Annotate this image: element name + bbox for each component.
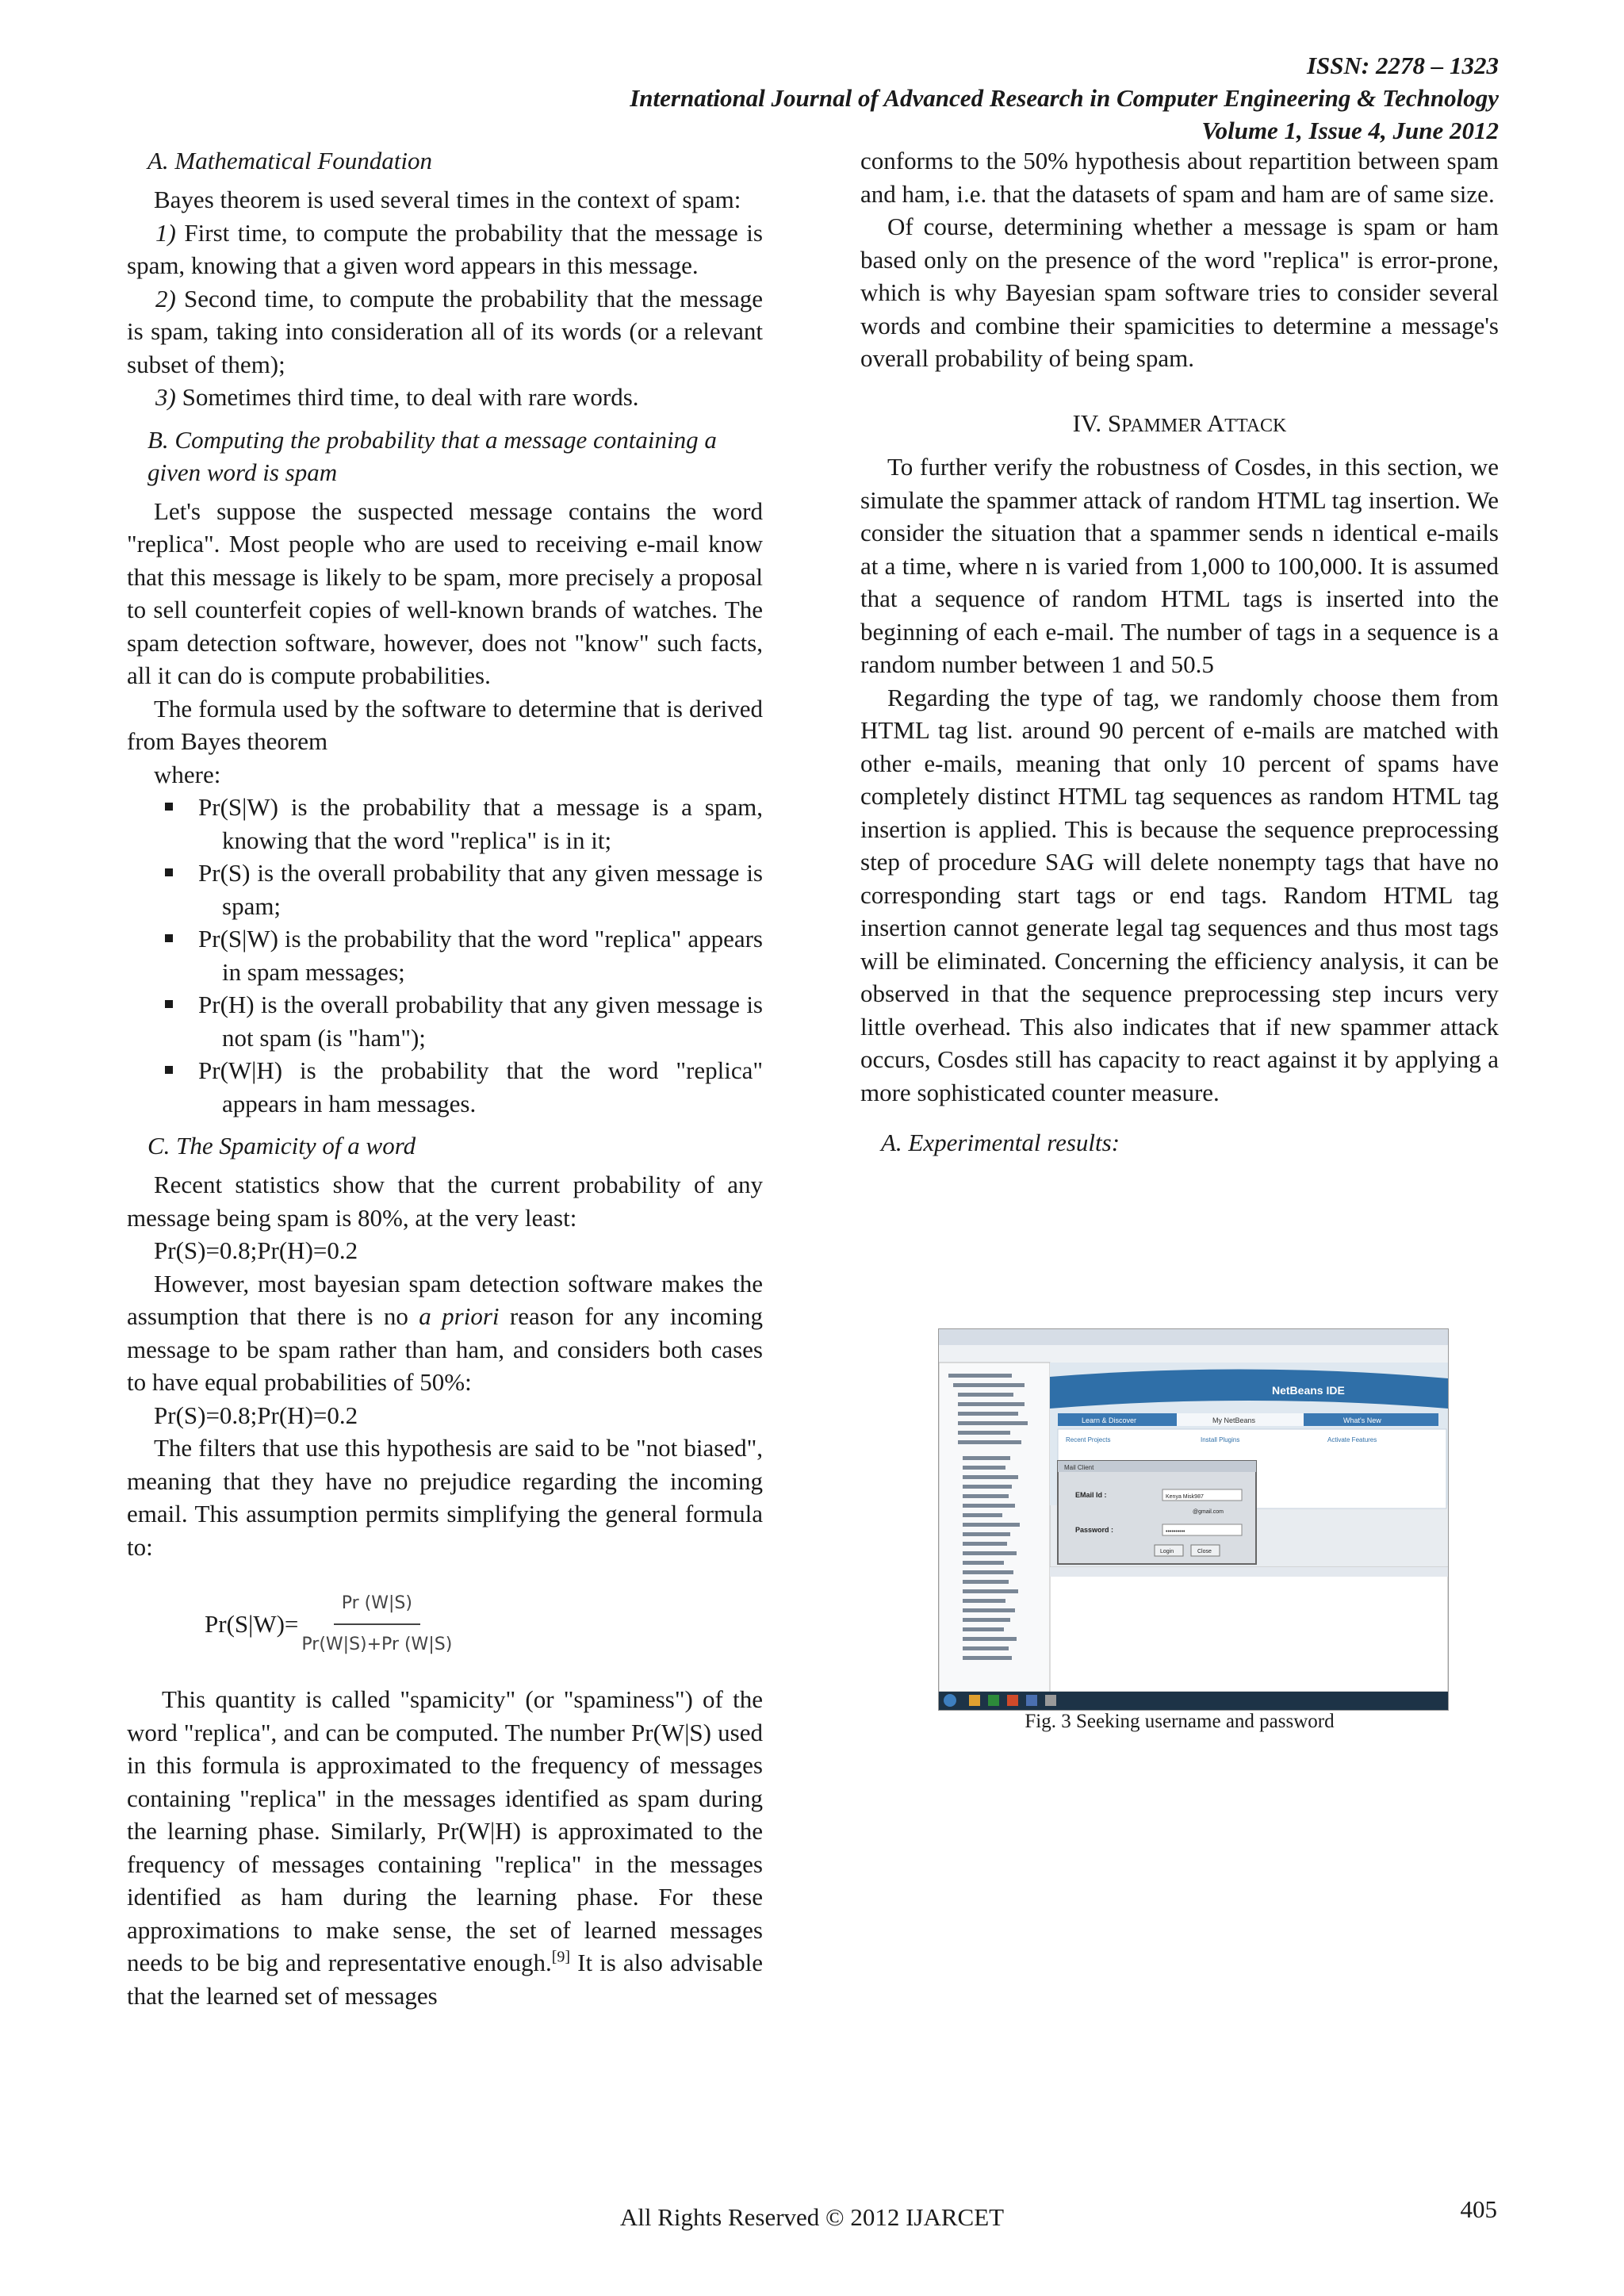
section-c-paragraph-2: However, most bayesian spam detection software makes the assumption that there is no a priori reason for any incoming message to be spam rather than ham, and considers both cases to have equal probabilities of 50%: — [127, 1269, 763, 1396]
formula-denominator: Pr(W|S)+Pr (W|S) — [301, 1634, 453, 1654]
svg-text:Activate Features: Activate Features — [1327, 1436, 1377, 1443]
list-item: 3) Sometimes third time, to deal with rare words. — [155, 383, 639, 411]
equation-1: Pr(S)=0.8;Pr(H)=0.2 — [154, 1236, 358, 1264]
list-item: Pr(W|H) is the probability that the word "replica" appears in ham messages. — [198, 1054, 763, 1120]
section-c-paragraph-1: Recent statistics show that the current probability of any message being spam is 80%, at the very least: — [127, 1171, 763, 1232]
section-4-paragraph-2: Regarding the type of tag, we randomly choose them from HTML tag list. around 90 percent of e-mails are matched with other e-mails, meaning that only 10 percent of spams have completely distinct HTML tag sequences as random HTML tag insertion is applied. This is because the sequence preprocessing step of procedure SAG will delete nonempty tags that have no corresponding start tags or end tags. Random HTML tag insertion cannot generate legal tag sequences and thus most tags will be eliminated. Concerning the efficiency analysis, it can be observed in that the sequence preprocessing step incurs very little overhead. This also indicates that if new spammer attack occurs, Cosdes still has capacity to react against it by applying a more sophisticated counter measure. — [860, 683, 1499, 1106]
formula-lhs: Pr(S|W)= — [205, 1609, 299, 1638]
formula-numerator: Pr (W|S) — [334, 1587, 420, 1625]
volume-info: Volume 1, Issue 4, June 2012 — [1201, 117, 1499, 144]
definition-list — [127, 791, 763, 1120]
journal-header — [630, 49, 1499, 147]
section-a-list — [127, 217, 763, 414]
svg-text:••••••••••: •••••••••• — [1166, 1529, 1185, 1535]
formula-fraction — [301, 1587, 452, 1661]
svg-text:Login: Login — [1160, 1549, 1174, 1554]
svg-text:Password :: Password : — [1075, 1526, 1114, 1534]
section-c-title: C. The Spamicity of a word — [147, 1132, 416, 1159]
svg-text:Learn & Discover: Learn & Discover — [1082, 1416, 1137, 1424]
experimental-results-title: A. Experimental results: — [881, 1129, 1120, 1156]
where-label: where: — [154, 760, 221, 788]
right-column — [860, 144, 1499, 1165]
svg-text:@gmail.com: @gmail.com — [1193, 1509, 1224, 1515]
svg-text:My NetBeans: My NetBeans — [1212, 1416, 1256, 1424]
svg-text:What's New: What's New — [1343, 1416, 1381, 1424]
citation: [9] — [551, 1948, 571, 1966]
section-b-paragraph-2: The formula used by the software to determine that is derived from Bayes theorem — [127, 694, 763, 755]
left-column — [127, 144, 763, 2012]
section-c-paragraph-4: This quantity is called "spamicity" (or "spaminess") of the word "replica", and can be computed. The number Pr(W|S) used in this formula is approximated to the frequency of messages containing "replica" in the messages identified as spam during the learning phase. Similarly, Pr(W|H) is approximated to the frequency of messages containing "replica" in the messages identified as ham during the learning phase. For these approximations to make sense, the set of learned messages needs to be big and representative enough.[9] It is also advisable that the learned set of messages — [127, 1685, 763, 2010]
section-4-paragraph-1: To further verify the robustness of Cosdes, in this section, we simulate the spammer attack of random HTML tag insertion. We consider the situation that a spammer sends n identical e-mails at a time, where n is varied from 1,000 to 100,000. It is assumed that a sequence of random HTML tags is inserted into the beginning of each e-mail. The number of tags in a sequence is a random number between 1 and 50.5 — [860, 453, 1499, 678]
list-item: Pr(H) is the overall probability that any given message is not spam (is "ham"); — [198, 988, 763, 1054]
section-4-title: IV. SPAMMER ATTACK — [1072, 408, 1287, 437]
page-number: 405 — [1460, 2195, 1497, 2223]
list-item: 1) First time, to compute the probability that the message is spam, knowing that a given word appears in this message. — [127, 218, 763, 279]
spamicity-formula — [205, 1587, 763, 1661]
svg-text:Mail Client: Mail Client — [1064, 1464, 1094, 1471]
section-a-title: A. Mathematical Foundation — [147, 147, 433, 174]
svg-text:Recent Projects: Recent Projects — [1066, 1436, 1111, 1443]
section-b-title: B. Computing the probability that a message containing a given word is spam — [147, 425, 717, 486]
continued-paragraph-2: Of course, determining whether a message is spam or ham based only on the presence of the word "replica" is error-prone, which is why Bayesian spam software tries to consider several words and combine their spamicities to determine a message's overall probability of being spam. — [860, 213, 1499, 372]
footer-copyright: All Rights Reserved © 2012 IJARCET — [619, 2203, 1005, 2231]
figure-screenshot — [938, 1328, 1449, 1711]
svg-text:Kenya Misk987: Kenya Misk987 — [1166, 1494, 1204, 1500]
figure-caption: Fig. 3 Seeking username and password — [1025, 1711, 1335, 1732]
svg-text:EMail Id :: EMail Id : — [1075, 1491, 1107, 1499]
issn: ISSN: 2278 – 1323 — [1306, 52, 1499, 79]
svg-text:Install Plugins: Install Plugins — [1201, 1436, 1240, 1443]
list-item: Pr(S) is the overall probability that any given message is spam; — [198, 857, 763, 922]
continued-paragraph-1: conforms to the 50% hypothesis about repartition between spam and ham, i.e. that the datasets of spam and ham are of same size. — [860, 147, 1499, 208]
brand-label: NetBeans IDE — [1272, 1384, 1345, 1397]
journal-name: International Journal of Advanced Research in Computer Engineering & Technology — [630, 84, 1499, 112]
netbeans-screenshot — [939, 1329, 1448, 1710]
section-c-paragraph-3: The filters that use this hypothesis are said to be "not biased", meaning that they have no prejudice regarding the incoming email. This assumption permits simplifying the general formula to: — [127, 1434, 763, 1561]
list-item: Pr(S|W) is the probability that a message is a spam, knowing that the word "replica" is in it; — [198, 791, 763, 857]
section-a-intro: Bayes theorem is used several times in the context of spam: — [154, 186, 741, 213]
list-item: Pr(S|W) is the probability that the word "replica" appears in spam messages; — [198, 922, 763, 988]
equation-2: Pr(S)=0.8;Pr(H)=0.2 — [154, 1401, 358, 1429]
svg-text:Close: Close — [1197, 1549, 1212, 1554]
section-b-paragraph-1: Let's suppose the suspected message contains the word "replica". Most people who are used to receiving e-mail know that this message is likely to be spam, more precisely a proposal to sell counterfeit copies of well-known brands of watches. The spam detection software, however, does not "know" such facts, all it can do is compute probabilities. — [127, 496, 763, 689]
list-item: 2) Second time, to compute the probability that the message is spam, taking into consideration all of its words (or a relevant subset of them); — [127, 284, 763, 378]
